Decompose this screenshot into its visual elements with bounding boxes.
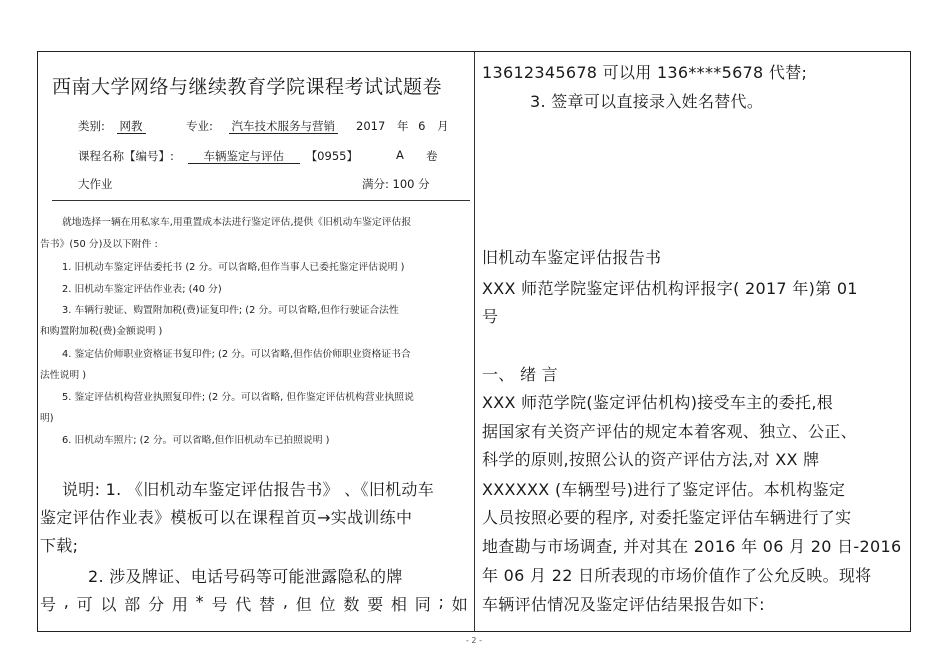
exam-year: 2017: [356, 119, 386, 133]
justified-char: *: [195, 592, 204, 611]
course-row: [78, 148, 358, 164]
justified-char: ,: [63, 592, 70, 611]
paragraph-line-7: 年 06 月 22 日所表现的市场价值作了公允反映。现将: [482, 566, 872, 585]
justified-char: 用: [171, 595, 189, 614]
note2-line-1: 2. 涉及牌证、电话号码等可能泄露隐私的牌: [88, 567, 403, 586]
paper-letter: A: [396, 148, 404, 162]
page-number: - 2 -: [466, 636, 482, 645]
category-label: 类别:: [78, 119, 105, 133]
paragraph-line-8: 车辆评估情况及鉴定评估结果报告如下:: [482, 595, 765, 614]
category-row: [78, 118, 146, 134]
section-heading-intro: 一、 绪 言: [482, 365, 558, 384]
paragraph-line-6: 地查勘与市场调查, 并对其在 2016 年 06 月 20 日-2016: [482, 537, 902, 556]
attachment-item-3-cont: 和购置附加税(费)金额说明 ): [40, 326, 163, 337]
date-row: [356, 118, 449, 134]
major-label: 专业:: [186, 119, 213, 133]
note-line-3: 下载;: [40, 536, 79, 555]
month-unit: 月: [437, 119, 449, 133]
paragraph-line-1: XXX 师范学院(鉴定评估机构)接受车主的委托,根: [482, 393, 834, 412]
justified-char: 同: [414, 595, 432, 614]
justified-char: 位: [319, 595, 336, 614]
note-line-1: 说明: 1. 《旧机动车鉴定评估报告书》 、《旧机动车: [62, 480, 435, 499]
report-title: 旧机动车鉴定评估报告书: [482, 248, 662, 267]
paragraph-line-2: 据国家有关资产评估的规定本着客观、独立、公正、: [482, 422, 857, 441]
paragraph-line-5: 人员按照必要的程序, 对委托鉴定评估车辆进行了实: [482, 508, 852, 527]
attachment-item-6: 6. 旧机动车照片; (2 分。可以省略,但作旧机动车已拍照说明 ): [62, 435, 330, 446]
justified-char: 相: [390, 595, 408, 614]
paragraph-line-4: XXXXXX (车辆型号)进行了鉴定评估。本机构鉴定: [482, 480, 846, 499]
column-divider: [474, 51, 475, 632]
intro-line-1: 就地选择一辆在用私家车,用重置成本法进行鉴定评估,提供《旧机动车鉴定评估报: [62, 217, 412, 228]
header-rule: [52, 200, 470, 201]
report-number-line-1: XXX 师范学院鉴定评估机构评报字( 2017 年)第 01: [482, 279, 858, 298]
note2-line-2: [40, 592, 468, 615]
justified-char: 数: [343, 595, 360, 614]
attachment-item-3: 3. 车辆行驶证、购置附加税(费)证复印件; (2 分。可以省略,但作行驶证合法性: [62, 305, 399, 316]
paragraph-line-3: 科学的原则,按照公认的资产评估方法,对 XX 牌: [482, 450, 820, 469]
justified-char: 以: [100, 595, 117, 614]
justified-char: 分: [148, 595, 165, 614]
justified-char: 部: [124, 595, 141, 614]
course-label: 课程名称【编号】:: [78, 149, 174, 163]
attachment-item-5: 5. 鉴定评估机构营业执照复印件; (2 分。可以省略, 但作鉴定评估机构营业执照说: [62, 392, 414, 403]
assignment-type: 大作业: [78, 177, 113, 191]
major-value: 汽车技术服务与营销: [229, 119, 339, 134]
exam-month: 6: [418, 119, 426, 133]
course-code: 【0955】: [305, 149, 358, 163]
phone-example-line: 13612345678 可以用 136****5678 代替;: [482, 63, 808, 82]
justified-char: 可: [76, 595, 93, 614]
attachment-item-4: 4. 鉴定估价师职业资格证书复印件; (2 分。可以省略,但作估价师职业资格证书合: [62, 349, 411, 360]
justified-char: 代: [235, 595, 252, 614]
justified-char: ,: [282, 592, 289, 611]
attachment-item-5-cont: 明): [40, 413, 54, 424]
justified-char: 要: [367, 595, 384, 614]
justified-char: 号: [211, 595, 228, 614]
year-unit: 年: [396, 119, 409, 133]
justified-char: ;: [438, 592, 445, 611]
paper-unit: 卷: [426, 149, 438, 163]
intro-line-2: 告书》(50 分)及以下附件 :: [40, 239, 158, 250]
category-value: 网教: [117, 119, 146, 134]
full-marks: 满分: 100 分: [362, 177, 430, 191]
justified-char: 但: [295, 595, 313, 614]
attachment-item-1: 1. 旧机动车鉴定评估委托书 (2 分。可以省略,但作当事人已委托鉴定评估说明 ): [62, 262, 405, 273]
note-3: 3. 签章可以直接录入姓名替代。: [530, 92, 764, 111]
justified-char: 号: [40, 595, 57, 614]
justified-char: 替: [259, 595, 276, 614]
report-number-line-2: 号: [482, 307, 499, 326]
major-row: [186, 118, 338, 134]
exam-title: 西南大学网络与继续教育学院课程考试试题卷: [52, 76, 443, 98]
attachment-item-2: 2. 旧机动车鉴定评估作业表; (40 分): [62, 284, 222, 295]
course-value: 车辆鉴定与评估: [188, 149, 301, 164]
note-line-2: 鉴定评估作业表》模板可以在课程首页→实战训练中: [40, 508, 413, 527]
justified-char: 如: [451, 595, 468, 614]
attachment-item-4-cont: 法性说明 ): [40, 370, 87, 381]
